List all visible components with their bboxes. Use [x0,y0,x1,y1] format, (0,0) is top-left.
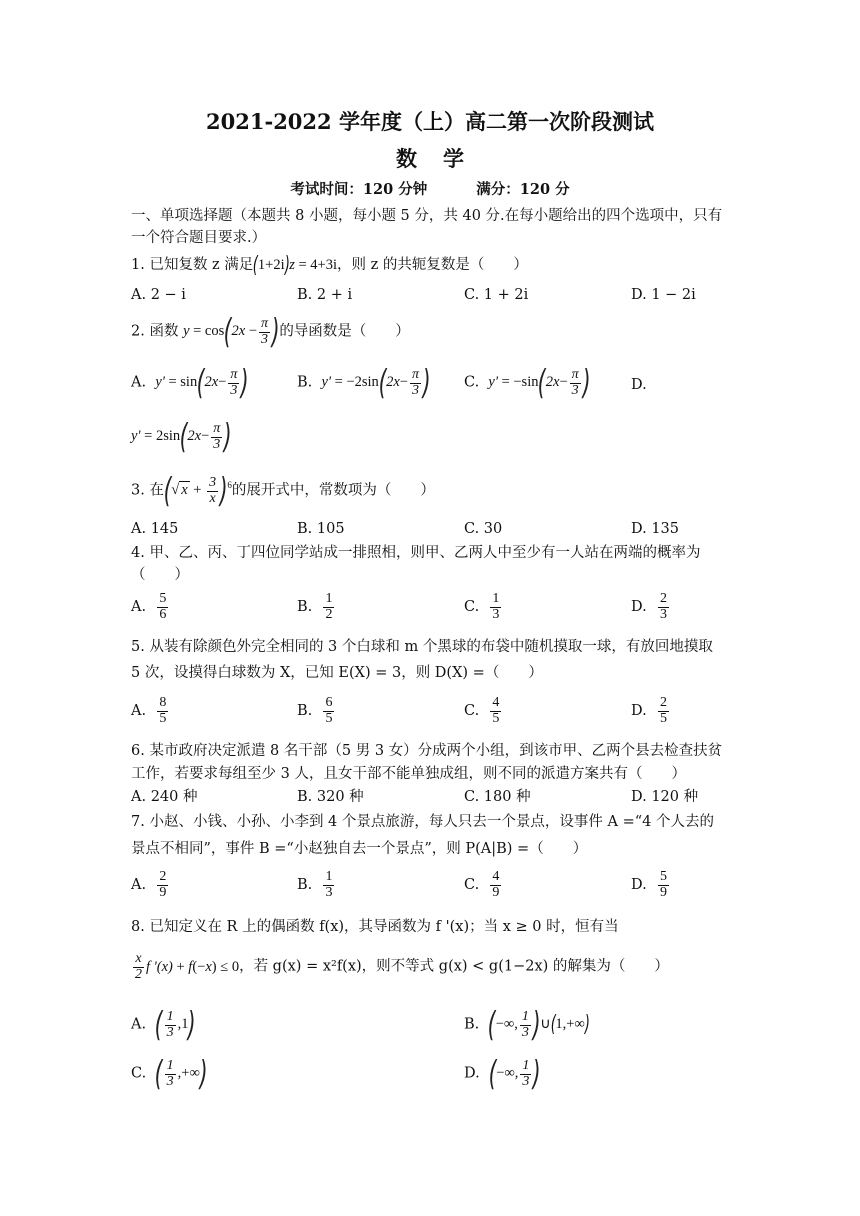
question-3-stem [131,471,731,511]
q7-option-c: C. $\frac{4}{9}$ [464,869,500,900]
q2-suffix: 的导函数是（ ） [279,323,410,340]
question-7-stem-2: 景点不相同”，事件 B =“小赵独自去一个景点”，则 P(A|B) =（ ） [131,841,588,857]
q6-option-b: B. 320 种 [297,789,364,805]
question-4-stem-2: （ ） [131,567,189,583]
q3-suffix: 的展开式中，常数项为（ ） [231,482,435,499]
q1-option-b: B. 2 + i [297,287,353,303]
q5-option-d: D. $\frac{2}{5}$ [631,695,667,726]
q8-stem-text: ，若 g(x) = x²f(x)，则不等式 g(x) < g(1−2x) 的解集为（ ） [239,958,669,975]
q2-option-b: B. y' = −2sin(2x− $\frac{\pi}{3}$ ) [297,363,431,403]
q3-option-a: A. 145 [131,521,179,537]
q5-option-a: A. $\frac{8}{5}$ [131,695,167,726]
q8-option-b: B. (−∞, $\frac{1}{3}$ )∪(1,+∞) [464,1005,590,1045]
exam-time: 考试时间：120 分钟 [290,181,428,198]
q1-suffix: ，则 z 的共轭复数是（ ） [337,257,528,273]
question-6-stem-1: 6. 某市政府决定派遣 8 名干部（5 男 3 女）分成两个小组，到该市甲、乙两个县去检查扶贫 [131,743,723,759]
question-5-stem-1: 5. 从装有除颜色外完全相同的 3 个白球和 m 个黑球的布袋中随机摸取一球，有放回地摸取 [131,639,713,655]
question-6-stem-2: 工作，若要求每组至少 3 人，且女干部不能单独成组，则不同的派遣方案共有（ ） [131,766,686,782]
q4-option-d: D. $\frac{2}{3}$ [631,591,667,622]
question-5-stem-2: 5 次，设摸得白球数为 X，已知 E(X) = 3，则 D(X) =（ ） [131,665,543,681]
q7-option-a: A. $\frac{2}{9}$ [131,869,167,900]
question-8-stem-1: 8. 已知定义在 R 上的偶函数 f(x)，其导函数为 f '(x)；当 x ≥ 0 时，恒有当 [131,919,619,935]
question-7-stem-1: 7. 小赵、小钱、小孙、小李到 4 个景点旅游，每人只去一个景点，设事件 A =“4 个人去的 [131,814,714,830]
q1-equation: (1+2i)z = 4+3i [253,252,338,278]
question-8-stem-2 [131,952,731,982]
q2-prefix: 2. 函数 [131,323,179,340]
q3-prefix: 3. 在 [131,482,164,499]
q2-option-d: y' = 2sin(2x− $\frac{\pi}{3}$ ) [131,417,232,457]
q3-option-b: B. 105 [297,521,345,537]
q2-option-d-label: D. [631,377,647,393]
q8-condition: $\frac{x}{2}$ f '(x) + f(−x) ≤ 0 [135,951,240,982]
section-intro-1: 一、单项选择题（本题共 8 小题，每小题 5 分，共 40 分.在每小题给出的四个选项中，只有 [131,208,723,224]
q1-prefix: 1. 已知复数 z 满足 [131,257,254,273]
q8-option-a: A. ( $\frac{1}{3}$ ,1) [131,1005,197,1045]
q2-function: y = cos(2x − $\frac{\pi}{3}$ ) [183,312,280,352]
q3-option-c: C. 30 [464,521,503,537]
full-score: 满分：120 分 [476,181,570,198]
question-4-stem: 4. 甲、乙、丙、丁四位同学站成一排照相，则甲、乙两人中至少有一人站在两端的概率为 [131,545,701,561]
q6-option-c: C. 180 种 [464,789,531,805]
q7-option-d: D. $\frac{5}{9}$ [631,869,667,900]
q7-option-b: B. $\frac{1}{3}$ [297,869,333,900]
question-1-stem [131,254,731,277]
q8-option-c: C. ( $\frac{1}{3}$ ,+∞) [131,1054,208,1094]
q6-option-a: A. 240 种 [131,789,198,805]
section-intro-2: 一个符合题目要求.） [131,230,267,246]
exam-info [0,178,860,199]
q4-option-b: B. $\frac{1}{2}$ [297,591,333,622]
q8-option-d: D. (−∞, $\frac{1}{3}$ ) [464,1054,541,1094]
q3-option-d: D. 135 [631,521,680,537]
q2-option-c: C. y' = −sin(2x− $\frac{\pi}{3}$ ) [464,363,591,403]
q5-option-b: B. $\frac{6}{5}$ [297,695,333,726]
question-2-stem [131,312,731,352]
q2-option-a: A. y' = sin(2x− $\frac{\pi}{3}$ ) [131,363,249,403]
subject-title: 数学 [396,146,490,171]
q4-option-a: A. $\frac{5}{6}$ [131,591,167,622]
q5-option-c: C. $\frac{4}{5}$ [464,695,500,726]
q6-option-d: D. 120 种 [631,789,699,805]
q1-option-a: A. 2 − i [131,287,186,303]
q1-option-c: C. 1 + 2i [464,287,529,303]
exam-title: 2021-2022 学年度（上）高二第一次阶段测试 [206,109,654,134]
q3-expression: (√ x + $\frac{3}{x}$ )$^6$ [163,471,232,511]
q1-option-d: D. 1 − 2i [631,287,696,303]
q4-option-c: C. $\frac{1}{3}$ [464,591,500,622]
